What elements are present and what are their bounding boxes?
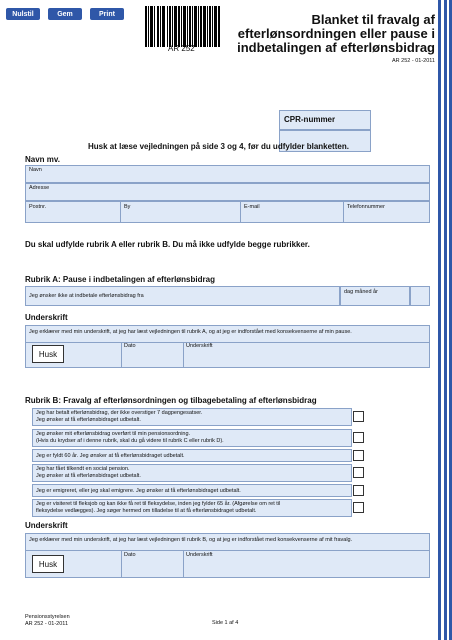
side-stripes [438, 0, 452, 640]
cpr-label-box: CPR-nummer [279, 110, 371, 130]
rubrik-b-option-4: Jeg har fået tilkendt en social pension. Jeg ønsker at få efterlønsbidraget udbetalt. [32, 464, 352, 482]
rubrik-a-dato-label: Dato [124, 343, 136, 349]
rubrik-a-underskrift-label: Underskrift [186, 343, 213, 349]
telefon-field[interactable]: Telefonnummer [347, 204, 385, 210]
rubrik-b-checkbox-2[interactable] [353, 432, 364, 443]
rubrik-b-checkbox-3[interactable] [353, 450, 364, 461]
postnr-field[interactable]: Postnr. [26, 202, 121, 222]
contact-row [25, 201, 430, 223]
gem-button[interactable]: Gem [48, 8, 82, 20]
rubrik-a-statement-box: Jeg ønsker ikke at indbetale efterlønsbidrag fra [25, 286, 340, 306]
rubrik-b-sign-heading: Underskrift [25, 521, 68, 530]
rubrik-b-checkbox-6[interactable] [353, 502, 364, 513]
by-field[interactable]: By [121, 202, 241, 222]
rubrik-a-sign-heading: Underskrift [25, 313, 68, 322]
rubrik-b-underskrift-label: Underskrift [186, 552, 213, 558]
navn-heading: Navn mv. [25, 155, 60, 164]
rubrik-b-option-3: Jeg er fyldt 60 år. Jeg ønsker at få efterlønsbidraget udbetalt. [32, 449, 352, 462]
rubrik-b-heading: Rubrik B: Fravalg af efterlønsordningen og tilbagebetaling af efterlønsbidrag [25, 396, 317, 405]
rubrik-b-option-1: Jeg har betalt efterlønsbidrag, der ikke overstiger 7 dagpengesatser. Jeg ønsker at få efterlønsbidraget udbetalt. [32, 408, 352, 426]
rubrik-a-date-input[interactable]: dag måned år [340, 286, 410, 306]
instruction-text: Husk at læse vejledningen på side 3 og 4, før du udfylder blanketten. [88, 142, 349, 151]
rubrik-a-sign-box: Jeg erklærer med min underskrift, at jeg har læst vejledningen til rubrik A, og at jeg er indforstået med konsekvenserne af min pause. Dato Underskrift [25, 325, 430, 368]
footer-page: Side 1 af 4 [212, 620, 239, 626]
rubrik-b-husk: Husk [32, 555, 64, 573]
email-field[interactable]: E-mail [241, 202, 344, 222]
adresse-field[interactable]: Adresse [25, 183, 430, 201]
footer-org: Pensionsstyrelsen AR 252 - 01-2011 [25, 614, 70, 627]
rubrik-b-option-2: Jeg ønsker mit efterlønsbidrag overført til min pensionsordning. (Hvis du krydser af i denne rubrik, skal du gå videre til rubrik C eller rubrik D). [32, 429, 352, 447]
choose-text: Du skal udfylde rubrik A eller rubrik B. Du må ikke udfylde begge rubrikker. [25, 240, 310, 249]
rubrik-b-sign-box: Jeg erklærer med min underskrift, at jeg har læst vejledningen til rubrik B, og at jeg er indforstået med konsekvenserne af mit fravalg. Dato Underskrift [25, 533, 430, 578]
nulstil-button[interactable]: Nulstil [6, 8, 40, 20]
rubrik-a-heading: Rubrik A: Pause i indbetalingen af efterlønsbidrag [25, 275, 215, 284]
rubrik-a-husk: Husk [32, 345, 64, 363]
form-title: Blanket til fravalg af efterlønsordningen eller pause i indbetalingen af efterlønsbidrag [237, 12, 435, 55]
print-button[interactable]: Print [90, 8, 124, 20]
navn-field[interactable]: Navn [25, 165, 430, 183]
rubrik-b-option-5: Jeg er emigreret, eller jeg skal emigrere. Jeg ønsker at få efterlønsbidraget udbetalt. [32, 484, 352, 497]
rubrik-a-date-extra[interactable] [410, 286, 430, 306]
form-code: AR 252 - 01-2011 [391, 58, 435, 64]
rubrik-b-checkbox-1[interactable] [353, 411, 364, 422]
barcode-code: AR 252 [168, 44, 195, 53]
rubrik-b-dato-label: Dato [124, 552, 136, 558]
rubrik-b-option-6: Jeg er visiteret til fleksjob og kan ikke få ret til fleksydelse, inden jeg fylder 65 år. (Afgørelse om ret til fleksydelse vedlægges). Jeg søger hermed om tilladelse til at få efterlønsbidraget udbetalt. [32, 499, 352, 517]
rubrik-b-checkbox-5[interactable] [353, 485, 364, 496]
rubrik-b-checkbox-4[interactable] [353, 467, 364, 478]
